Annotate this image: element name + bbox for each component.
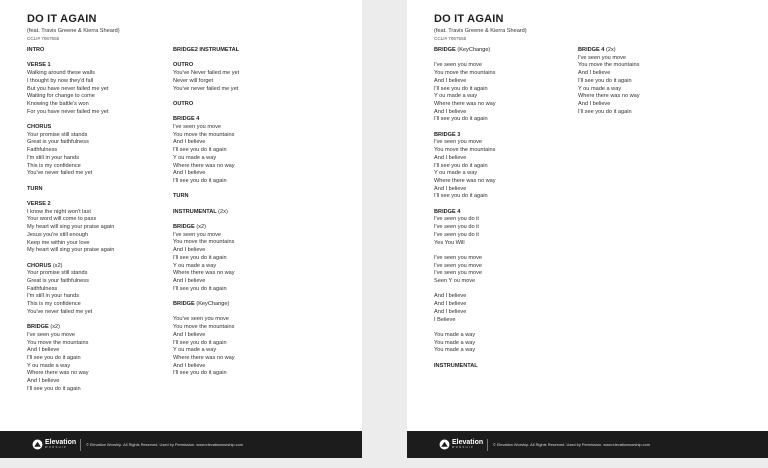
section-heading — [27, 62, 177, 70]
lyric-line: I've seen you do it — [434, 216, 479, 223]
lyric-line: I'll see you do it again — [27, 355, 81, 362]
lyric-line: This is my confidence — [27, 162, 81, 169]
lyric-section — [173, 62, 323, 93]
lyric-line: Faithfulness — [27, 147, 58, 154]
section-heading — [434, 47, 584, 55]
lyric-section — [434, 332, 584, 355]
section-heading-text: TURN — [173, 193, 189, 200]
elevation-worship-logo — [439, 439, 483, 450]
footer-divider — [80, 439, 81, 451]
lyric-line: And I believe — [434, 108, 467, 115]
lyric-line: I know the night won't last — [27, 208, 91, 215]
section-note: (2x) — [605, 47, 616, 53]
lyric-section — [27, 47, 177, 55]
lyric-line: And I believe — [27, 378, 60, 385]
lyric-line: I Believe — [434, 316, 456, 323]
section-heading — [578, 47, 728, 55]
lyrics-column-left — [27, 47, 177, 401]
lyric-section — [27, 324, 177, 393]
section-heading — [173, 101, 323, 109]
lyric-section — [27, 263, 177, 317]
lyric-section — [27, 201, 177, 255]
lyric-line: Y ou made a way — [434, 93, 478, 100]
section-heading — [173, 193, 323, 201]
lyric-line: This is my confidence — [27, 301, 81, 308]
logo-subtext: WORSHIP — [452, 446, 475, 449]
lyric-line: You've never failed me yet — [27, 308, 93, 315]
song-featuring: (feat. Travis Greene & Kierra Sheard) — [27, 28, 120, 34]
lyric-line: I'll see you do it again — [27, 385, 81, 392]
lyric-line: Faithfulness — [27, 285, 58, 292]
section-heading-text: VERSE 2 — [27, 201, 51, 207]
lyric-section — [434, 132, 584, 201]
lyric-line: Never will forget — [173, 77, 214, 84]
lyric-line: I'll see you do it again — [434, 85, 488, 92]
section-heading-text: OUTRO — [173, 62, 194, 69]
lyric-line: I've seen you move — [434, 62, 483, 69]
lyric-line: Great is your faithfulness — [27, 278, 89, 285]
song-featuring: (feat. Travis Greene & Kierra Sheard) — [434, 28, 527, 34]
section-heading-text: INSTRUMENTAL — [173, 208, 217, 215]
lyric-line: And I believe — [434, 293, 467, 300]
lyric-line: I've seen you move — [434, 139, 483, 146]
lyric-line: You move the mountains — [434, 70, 496, 77]
lyric-line: I thought by now they'd fall — [27, 77, 94, 84]
footer-bar — [0, 431, 362, 458]
ccli-number: CCLI# 7067555 — [434, 36, 467, 41]
lyric-line: I'm still in your hands — [27, 154, 80, 161]
section-heading-text: BRIDGE — [27, 324, 49, 331]
lyric-line: I'll see you do it again — [173, 285, 227, 292]
section-heading — [434, 363, 584, 371]
lyric-line: Great is your faithfulness — [27, 139, 89, 146]
lyric-line: I've seen you do it — [434, 231, 479, 238]
section-heading-text: BRIDGE 4 — [173, 116, 200, 123]
lyric-line: Where there was no way — [173, 162, 235, 169]
section-heading-text: BRIDGE — [173, 301, 195, 308]
elevation-logo-icon — [32, 439, 43, 450]
lyric-line: Where there was no way — [173, 270, 235, 277]
section-heading — [27, 124, 177, 132]
lyric-line: I've seen you move — [578, 54, 627, 61]
section-heading — [27, 263, 177, 271]
lyric-line: You made a way — [434, 347, 476, 354]
lyric-line: I'll see you do it again — [434, 193, 488, 200]
section-heading-text: BRIDGE 4 — [578, 47, 605, 53]
lyric-line: Where there was no way — [434, 177, 496, 184]
footer-bar — [407, 431, 768, 458]
section-heading — [173, 209, 323, 217]
section-heading — [27, 47, 177, 55]
lyric-line: And I believe — [173, 362, 206, 369]
lyric-line: I've seen you move — [173, 231, 222, 238]
logo-subtext: WORSHIP — [45, 446, 68, 449]
lyric-line: Your word will come to pass — [27, 216, 97, 223]
section-heading-text: BRIDGE 3 — [434, 131, 461, 138]
section-heading — [173, 62, 323, 70]
lyric-line: Y ou made a way — [578, 85, 622, 92]
lyric-line: I've seen you move — [434, 262, 483, 269]
lyric-line: And I believe — [434, 301, 467, 308]
lyric-line: I'll see you do it again — [173, 254, 227, 261]
lyric-line: Your promise still stands — [27, 131, 88, 138]
footer-divider — [487, 439, 488, 451]
section-heading-text: VERSE 1 — [27, 62, 51, 69]
lyric-line: I've seen you move — [27, 331, 76, 338]
lyric-sheet-page-2 — [407, 0, 768, 458]
lyric-line: Where there was no way — [578, 93, 640, 100]
lyric-line: Y ou made a way — [173, 262, 217, 269]
lyric-line: I'll see you do it again — [173, 177, 227, 184]
section-note: (KeyChange) — [196, 301, 230, 308]
lyric-line: Waiting for change to come — [27, 93, 95, 100]
lyric-line: You move the mountains — [173, 131, 235, 138]
lyric-line: Y ou made a way — [434, 170, 478, 177]
lyric-line: You move the mountains — [27, 339, 89, 346]
section-note: (x2) — [50, 324, 60, 331]
song-title: DO IT AGAIN — [434, 13, 504, 25]
lyric-line: Keep me within your love — [27, 239, 90, 246]
lyric-line: I'll see you do it again — [173, 339, 227, 346]
lyric-line: Jesus you're still enough — [27, 231, 89, 238]
lyric-line: You move the mountains — [173, 324, 235, 331]
lyric-line: My heart will sing your praise again — [27, 247, 115, 254]
lyric-line: But you have never failed me yet — [27, 85, 109, 92]
lyric-line: I'll see you do it again — [173, 370, 227, 377]
lyric-section — [27, 186, 177, 194]
logo-wordmark: Elevation — [45, 439, 77, 446]
lyric-section — [434, 62, 584, 124]
section-heading — [27, 324, 177, 332]
lyric-section — [173, 101, 323, 109]
section-heading — [173, 116, 323, 124]
lyric-section — [27, 62, 177, 116]
section-heading-text: BRIDGE — [434, 47, 456, 53]
lyric-line: Y ou made a way — [173, 154, 217, 161]
lyric-line: I'm still in your hands — [27, 293, 80, 300]
section-note: (x2) — [196, 224, 206, 231]
lyric-line: You move the mountains — [434, 147, 496, 154]
section-heading-text: BRIDGE — [173, 224, 195, 231]
lyric-section — [173, 193, 323, 201]
section-heading-text: CHORUS — [27, 124, 52, 130]
lyric-line: I've seen you move — [173, 123, 222, 130]
lyric-section — [434, 209, 584, 248]
lyric-section — [173, 316, 323, 378]
section-heading-text: BRIDGE2 INSTRUMETAL — [173, 47, 240, 53]
section-heading-text: OUTRO — [173, 100, 194, 107]
section-heading — [27, 186, 177, 194]
lyric-line: You move the mountains — [578, 62, 640, 69]
lyric-section — [173, 47, 323, 55]
lyric-line: I've seen you move — [434, 270, 483, 277]
lyrics-column-right — [173, 47, 323, 386]
lyric-section — [578, 47, 728, 116]
lyric-line: You made a way — [434, 339, 476, 346]
lyrics-column-left — [434, 47, 584, 378]
lyric-line: Seen Y ou move — [434, 278, 476, 285]
section-heading — [434, 132, 584, 140]
lyric-section — [434, 363, 584, 371]
lyric-line: I've seen you do it — [434, 224, 479, 231]
lyric-line: You made a way — [434, 331, 476, 338]
section-heading-text: TURN — [27, 185, 43, 192]
lyric-line: I'll see you do it again — [434, 116, 488, 123]
section-note: (2x) — [218, 208, 228, 215]
lyric-line: And I believe — [434, 77, 467, 84]
lyric-section — [173, 224, 323, 293]
lyric-line: And I believe — [173, 139, 206, 146]
lyric-line: You've never failed me yet — [27, 170, 93, 177]
lyric-section — [173, 116, 323, 185]
section-heading-text: INTRO — [27, 47, 45, 53]
song-title: DO IT AGAIN — [27, 13, 97, 25]
lyric-line: And I believe — [173, 170, 206, 177]
lyric-line: You've never failed me yet — [173, 85, 239, 92]
lyric-line: I'll see you do it again — [578, 108, 632, 115]
lyric-line: You've seen you move — [173, 316, 229, 323]
lyric-line: Where there was no way — [434, 100, 496, 107]
lyric-line: Yes You Will — [434, 239, 465, 246]
lyric-line: And I believe — [173, 331, 206, 338]
copyright-text: © Elevation Worship. All Rights Reserved. Used by Permission. www.elevationworship.com — [86, 442, 243, 447]
lyric-section — [434, 47, 584, 55]
lyric-line: And I believe — [578, 100, 611, 107]
lyric-line: And I believe — [27, 347, 60, 354]
lyric-line: And I believe — [434, 185, 467, 192]
section-heading — [173, 301, 323, 309]
section-heading — [27, 201, 177, 209]
section-note: (KeyChange) — [457, 47, 491, 53]
lyric-section — [173, 209, 323, 217]
lyric-line: I'll see you do it again — [434, 162, 488, 169]
lyric-line: I've seen you move — [434, 254, 483, 261]
lyric-section — [434, 255, 584, 286]
lyric-line: And I believe — [173, 278, 206, 284]
lyric-line: I'll see you do it again — [578, 77, 632, 84]
section-heading-text: BRIDGE 4 — [434, 208, 461, 215]
lyric-section — [173, 301, 323, 309]
lyric-line: I'll see you do it again — [173, 147, 227, 154]
lyric-line: And I believe — [434, 154, 467, 161]
lyric-line: And I believe — [173, 247, 206, 254]
section-note: (x2) — [52, 262, 63, 269]
elevation-logo-icon — [439, 439, 450, 450]
lyric-line: And I believe — [434, 308, 467, 315]
lyric-line: You move the mountains — [173, 239, 235, 246]
lyric-line: And I believe — [578, 70, 611, 77]
elevation-worship-logo — [32, 439, 76, 450]
lyric-section — [27, 124, 177, 178]
copyright-text: © Elevation Worship. All Rights Reserved. Used by Permission. www.elevationworship.com — [493, 442, 650, 447]
section-heading-text: CHORUS — [27, 262, 52, 269]
section-heading — [434, 209, 584, 217]
lyric-line: My heart will sing your praise again — [27, 224, 115, 231]
lyric-line: Y ou made a way — [173, 347, 217, 354]
lyric-line: Walking around these walls — [27, 70, 95, 77]
section-heading-text: INSTRUMENTAL — [434, 362, 478, 369]
section-heading — [173, 224, 323, 232]
lyric-line: Y ou made a way — [27, 362, 71, 369]
lyric-line: You've Never failed me yet — [173, 70, 240, 77]
lyric-line: Your promise still stands — [27, 270, 88, 277]
lyric-line: Where there was no way — [173, 355, 235, 361]
lyric-line: Where there was no way — [27, 370, 89, 377]
lyric-sheet-page-1 — [0, 0, 362, 458]
lyric-section — [434, 293, 584, 324]
lyric-line: For you have never failed me yet — [27, 108, 109, 115]
lyrics-column-right — [578, 47, 728, 124]
logo-wordmark: Elevation — [452, 439, 484, 446]
section-heading — [173, 47, 323, 55]
lyric-line: Knowing the battle's won — [27, 100, 89, 107]
ccli-number: CCLI# 7067555 — [27, 36, 60, 41]
